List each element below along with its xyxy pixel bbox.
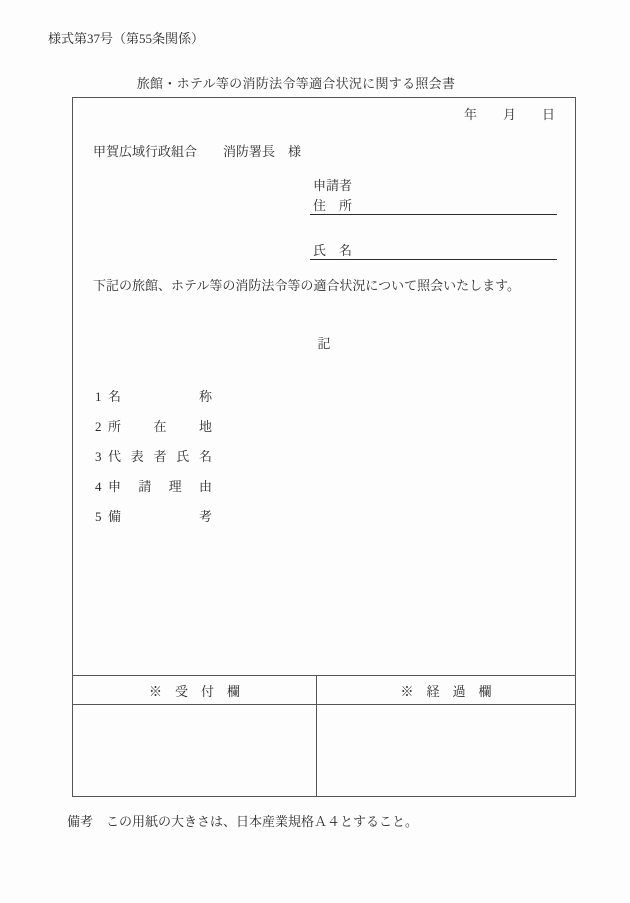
form-number: 様式第37号（第55条関係） <box>48 31 205 46</box>
addressee-line: 甲賀広域行政組合 消防署長 様 <box>93 144 302 159</box>
list-item-remarks <box>95 509 212 525</box>
list-item-name <box>95 389 212 405</box>
list-item-label: 備 考 <box>108 509 212 524</box>
list-item-label: 申 請 理 由 <box>108 479 212 494</box>
inquiry-statement: 下記の旅館、ホテル等の消防法令等の適合状況について照会いたします。 <box>93 278 521 293</box>
date-line: 年 月 日 <box>463 107 555 122</box>
note-text: この用紙の大きさは、日本産業規格Ａ４とすること。 <box>106 814 419 829</box>
note-label: 備考 <box>67 814 94 829</box>
applicant-address-field <box>310 194 557 215</box>
office-use-table-body <box>73 705 575 796</box>
list-item-number: 4 <box>95 479 102 494</box>
page-title: 旅館・ホテル等の消防法令等適合状況に関する照会書 <box>136 76 456 91</box>
list-item-location <box>95 419 212 435</box>
form-border-box <box>72 97 576 797</box>
list-item-number: 5 <box>95 509 102 524</box>
reception-column-header: ※ 受 付 欄 <box>73 676 317 704</box>
list-item-number: 2 <box>95 419 102 434</box>
name-label: 氏 名 <box>313 243 353 258</box>
paper-size-note <box>67 813 418 831</box>
list-item-number: 3 <box>95 449 102 464</box>
applicant-name-field <box>310 239 557 260</box>
progress-column-header: ※ 経 過 欄 <box>400 683 492 699</box>
applicant-label: 申請者 <box>313 178 353 193</box>
office-use-table-header <box>73 675 575 705</box>
progress-cell <box>317 705 575 796</box>
list-item-label: 所 在 地 <box>108 419 212 434</box>
list-item-label: 名 称 <box>108 389 212 404</box>
list-item-label: 代 表 者 氏 名 <box>108 449 212 464</box>
list-item-reason <box>95 479 212 495</box>
address-label: 住 所 <box>313 198 353 213</box>
list-item-representative <box>95 449 212 465</box>
list-heading: 記 <box>317 336 331 351</box>
list-item-number: 1 <box>95 389 102 404</box>
reception-cell <box>73 705 317 796</box>
